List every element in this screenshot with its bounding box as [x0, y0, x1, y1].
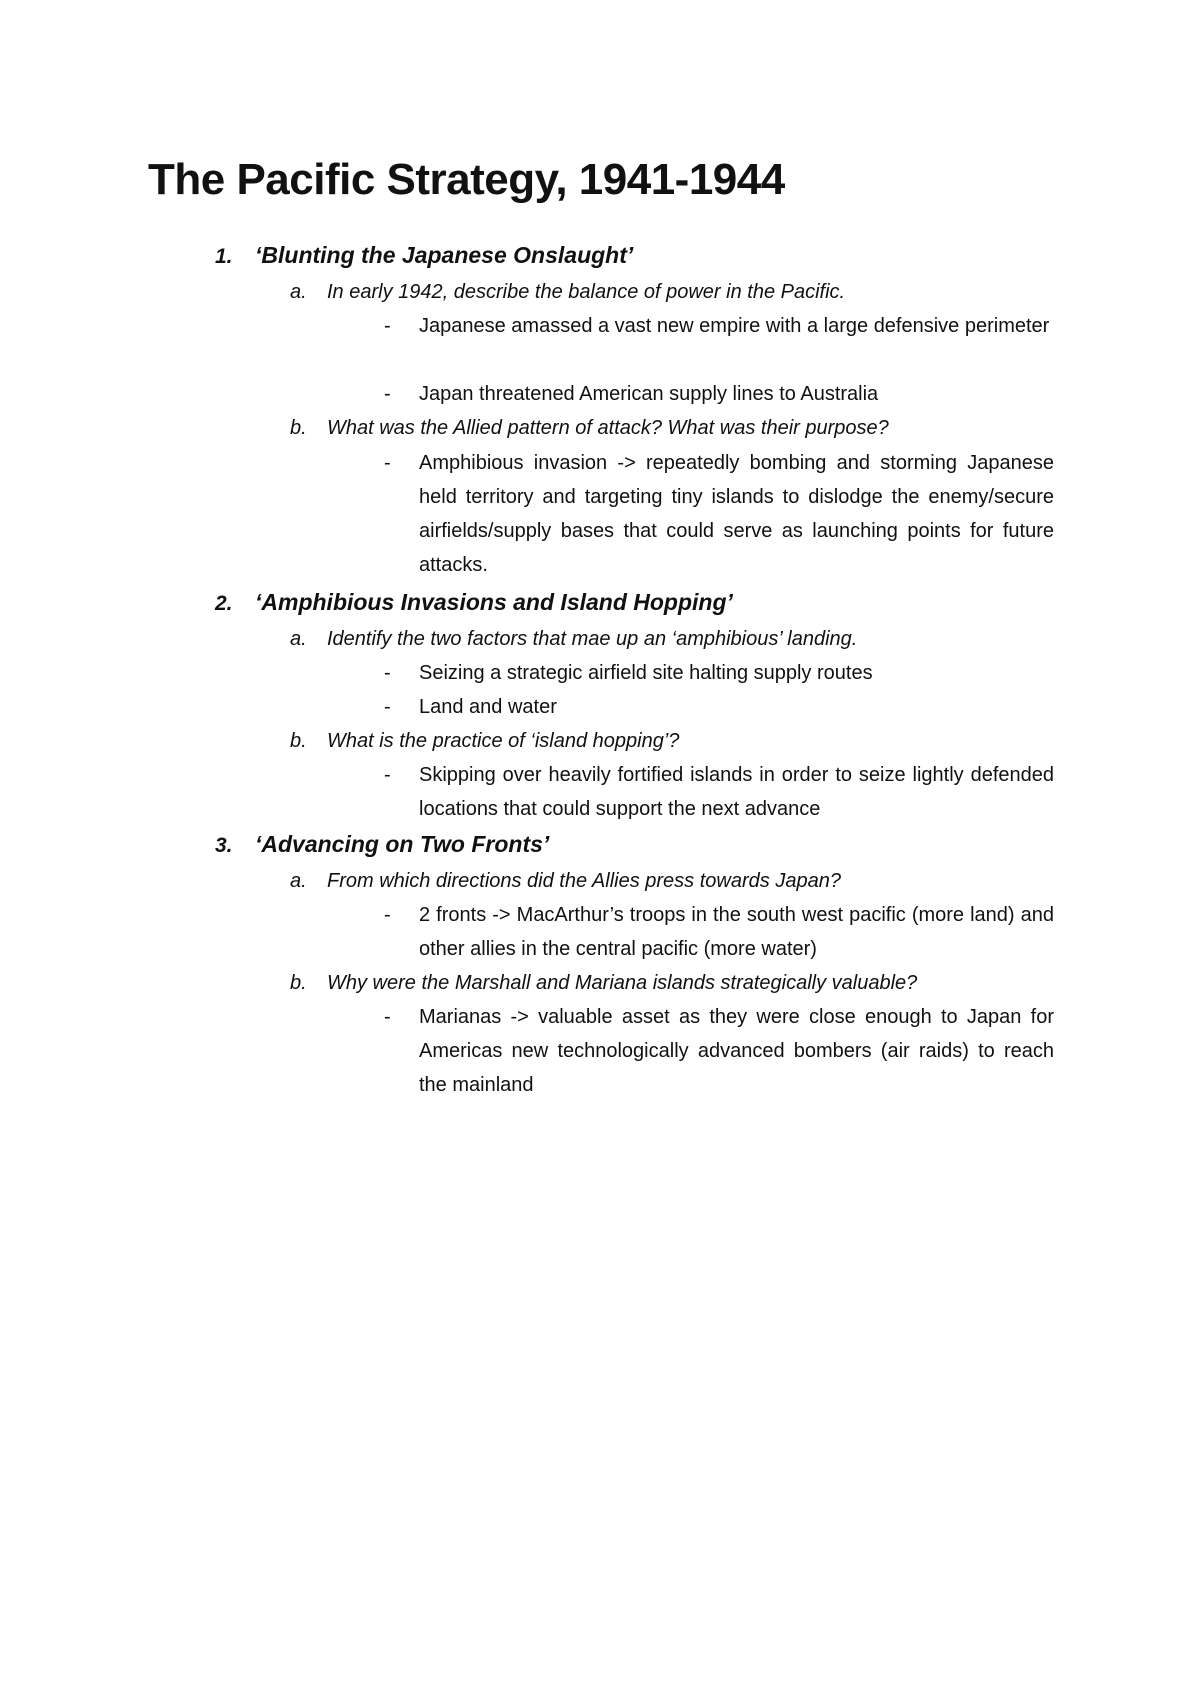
answer-text: Japan threatened American supply lines to Australia [419, 383, 879, 405]
section-number: 1. [215, 245, 233, 268]
question-text: From which directions did the Allies press towards Japan? [327, 870, 841, 892]
section-number: 2. [215, 592, 233, 615]
page-title: The Pacific Strategy, 1941-1944 [148, 155, 785, 204]
bullet-dash: - [384, 315, 391, 337]
question-letter: a. [290, 628, 307, 650]
answer-text: Amphibious invasion -> repeatedly bombing and storming Japanese held territory and targeting tiny islands to dislodge the enemy/secure airfields/supply bases that could serve as launching points for future attacks. [419, 452, 1054, 576]
question-text: Why were the Marshall and Mariana islands strategically valuable? [327, 972, 918, 994]
question-text: In early 1942, describe the balance of power in the Pacific. [327, 281, 846, 303]
section-title: ‘Amphibious Invasions and Island Hopping’ [255, 589, 733, 615]
answer-text: 2 fronts -> MacArthur’s troops in the south west pacific (more land) and other allies in the central pacific (more water) [419, 904, 1054, 960]
answer-text: Japanese amassed a vast new empire with a large defensive perimeter [419, 315, 1050, 337]
question-letter: b. [290, 730, 307, 752]
bullet-dash: - [384, 764, 391, 786]
bullet-dash: - [384, 452, 391, 474]
section-number: 3. [215, 834, 233, 857]
question-letter: b. [290, 417, 307, 439]
bullet-dash: - [384, 1006, 391, 1028]
bullet-dash: - [384, 696, 391, 718]
bullet-dash: - [384, 662, 391, 684]
bullet-dash: - [384, 904, 391, 926]
question-letter: b. [290, 972, 307, 994]
answer-text: Skipping over heavily fortified islands in order to seize lightly defended locations that could support the next advance [419, 764, 1054, 820]
question-text: What is the practice of ‘island hopping’? [327, 730, 680, 752]
question-letter: a. [290, 281, 307, 303]
answer-text: Seizing a strategic airfield site halting supply routes [419, 662, 873, 684]
bullet-dash: - [384, 383, 391, 405]
section-title: ‘Advancing on Two Fronts’ [255, 831, 550, 857]
question-text: Identify the two factors that mae up an ‘amphibious’ landing. [327, 628, 858, 650]
section-title: ‘Blunting the Japanese Onslaught’ [255, 242, 634, 268]
question-text: What was the Allied pattern of attack? What was their purpose? [327, 417, 889, 439]
question-letter: a. [290, 870, 307, 892]
answer-text: Land and water [419, 696, 557, 718]
answer-text: Marianas -> valuable asset as they were close enough to Japan for Americas new technologically advanced bombers (air raids) to reach the mainland [419, 1006, 1054, 1096]
